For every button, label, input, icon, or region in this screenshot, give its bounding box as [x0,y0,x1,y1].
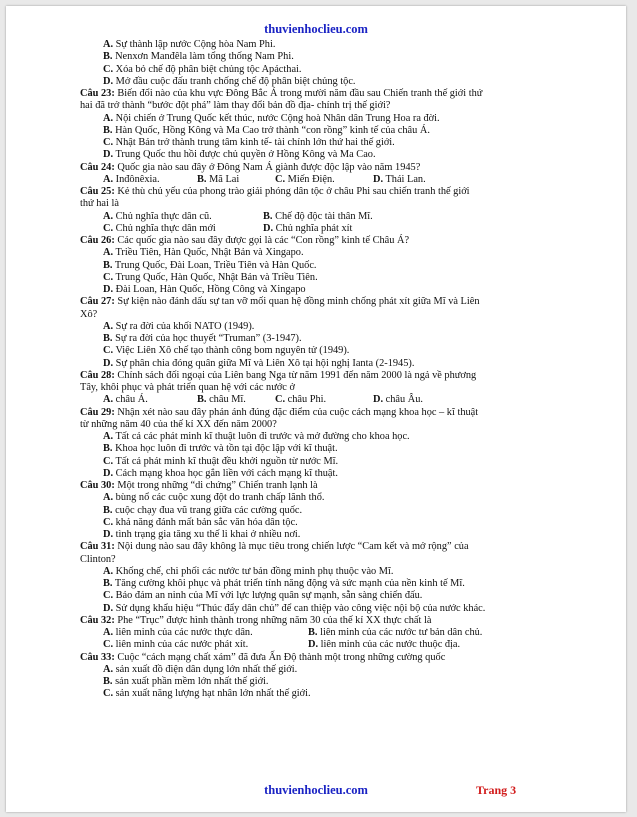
answer-option [80,113,580,125]
question-number: Câu 31: [80,541,115,553]
option-text: Tất cả phát minh kĩ thuật đều khởi nguồn từ nước Mĩ. [113,455,339,467]
option-letter: C. [103,271,114,283]
question-number: Câu 30: [80,480,115,491]
option-letter: C. [103,590,114,602]
answer-option [80,590,580,602]
option-text: Trung Quốc, Đài Loan, Triều Tiên và Hàn Quốc. [112,259,317,271]
option-letter: C. [103,222,114,234]
option-letter: A. [103,492,114,504]
option-text: châu Phi. [285,394,327,406]
option-text: Việc Liên Xô chế tạo thành công bom nguyên tử (1949). [113,345,350,357]
option-text: Thái Lan. [383,173,426,185]
option-text: liên minh của các nước thực dân. [113,627,253,638]
option-letter: C. [275,173,286,185]
question-number: Câu 33: [80,651,115,663]
option-letter: D. [103,602,114,614]
answer-option [80,321,580,333]
answer-option [103,639,308,651]
question-text: Chính sách đối ngoại của Liên bang Nga từ năm 1991 đến năm 2000 là ngả về phương [114,369,477,381]
answer-option [103,223,263,235]
question-line [80,615,580,627]
answer-option [80,578,580,590]
answer-option [80,456,580,468]
option-letter: A. [103,320,114,332]
option-letter: D. [103,467,114,479]
option-text: Nhật Bản trở thành trung tâm kinh tế- tài chính lớn thứ hai thế giới. [113,137,395,148]
option-letter: B. [197,173,207,185]
answer-option [80,345,580,357]
option-text: sản xuất phần mềm lớn nhất thế giới. [112,676,269,687]
option-text: Chủ nghĩa phát xít [273,222,353,234]
option-letter: C. [103,345,114,357]
question-line [80,370,580,382]
question-text-continued: thứ hai là [80,198,119,210]
option-text: tình trạng gia tăng xu thế li khai ở nhiều nơi. [113,529,301,540]
option-text: Tất cả các phát minh kĩ thuật luôn đi trước và mở đường cho khoa học. [113,431,410,442]
option-text: liên minh của các nước thuộc địa. [318,639,461,651]
answer-option [80,260,580,272]
option-text: Cách mạng khoa học gắn liền với cách mạng kĩ thuật. [113,467,338,479]
question-line [80,480,580,492]
answer-option [80,443,580,455]
option-letter: D. [103,149,114,161]
question-number: Câu 29: [80,406,115,418]
question-text: Nhận xét nào sau đây phản ánh đúng đặc điểm của cuộc cách mạng khoa học – kĩ thuật [114,406,479,418]
question-line [80,296,580,308]
answer-option [197,174,275,186]
option-letter: D. [373,394,384,406]
option-letter: B. [263,210,273,222]
option-text: sản xuất đồ điện dân dụng lớn nhất thế giới. [113,663,298,675]
page-number: Trang 3 [476,783,517,797]
question-text: Cuộc “cách mạng chất xám” đã đưa Ấn Độ thành một trong những cường quốc [114,651,446,663]
question-number: Câu 28: [80,369,115,381]
question-line [80,652,580,664]
question-number: Câu 27: [80,296,115,308]
option-text: Nenxơn Manđêla làm tổng thống Nam Phi. [112,51,294,63]
option-letter: A. [103,247,114,259]
option-text: châu Mĩ. [206,394,246,406]
option-letter: D. [263,222,274,234]
answer-option [263,223,352,235]
option-text: châu Âu. [383,394,423,406]
option-text: Sự thành lập nước Cộng hòa Nam Phi. [113,39,276,50]
option-letter: B. [103,124,113,136]
option-letter: C. [103,63,114,75]
option-text: Trung Quốc, Hàn Quốc, Nhật Bản và Triều Tiên. [113,271,318,283]
question-text: Các quốc gia nào sau đây được gọi là các “Con rồng” kinh tế Châu Á? [114,235,410,246]
option-text: Inđônêxia. [113,173,160,185]
option-letter: A. [103,210,114,222]
answer-option [275,394,373,406]
question-text-continued: Xô? [80,308,98,320]
answer-option [80,284,580,296]
answer-option [80,431,580,443]
option-letter: B. [103,259,113,271]
answer-option-row [80,211,580,223]
question-text: Kẻ thù chủ yếu của phong trào giải phóng dân tộc ở châu Phi sau chiến tranh thế giới [114,186,470,197]
question-number: Câu 24: [80,161,115,173]
question-text-continued: hai đã trở thành “bước đột phá” làm thay đổi bản đồ địa- chính trị thế giới? [80,100,391,112]
answer-option [80,247,580,259]
option-letter: A. [103,431,114,442]
option-text: Xóa bỏ chế độ phân biệt chủng tộc Apácthai. [113,63,302,75]
answer-option [80,676,580,688]
question-number: Câu 32: [80,614,115,626]
question-text: Nội dung nào sau đây không là mục tiêu trong chiến lược “Cam kết và mở rộng” của [114,541,469,553]
answer-option [80,492,580,504]
option-text: Sự ra đời của học thuyết “Truman” (3-1947). [112,333,302,344]
answer-option-row [80,223,580,235]
option-letter: D. [373,173,384,185]
answer-option [308,627,482,639]
question-line [80,186,580,198]
option-text: Triều Tiên, Hàn Quốc, Nhật Bản và Xingapo. [113,247,304,259]
answer-option [103,211,263,223]
answer-option [80,149,580,161]
option-letter: C. [103,516,114,528]
site-header[interactable]: thuvienhoclieu.com [264,22,368,36]
answer-option [197,394,275,406]
option-text: Hàn Quốc, Hồng Kông và Ma Cao trở thành “con rồng” kinh tế của châu Á. [112,124,430,136]
answer-option [103,627,308,639]
question-text: Biến đổi nào của khu vực Đông Bắc Á trong mười năm đầu sau Chiến tranh thế giới thứ [114,88,483,99]
answer-option [80,39,580,51]
question-text-continued: từ những năm 40 của thế kỉ XX đến năm 2000? [80,418,277,430]
option-letter: D. [103,357,114,369]
question-number: Câu 25: [80,186,115,197]
question-line [80,541,580,553]
option-text: Tăng cường khôi phục và phát triển tính năng động và sức mạnh của nền kinh tế Mĩ. [112,578,465,589]
option-text: Chủ nghĩa thực dân mới [113,222,216,234]
answer-option [80,358,580,370]
answer-option [80,76,580,88]
option-text: Bảo đảm an ninh của Mĩ với lực lượng quân sự mạnh, sẵn sàng chiến đấu. [113,590,423,602]
question-line [80,162,580,174]
answer-option [80,468,580,480]
answer-option [373,394,423,406]
option-text: Mở đầu cuộc đấu tranh chống chế độ phân biệt chủng tộc. [113,75,356,87]
answer-option-row [80,394,580,406]
option-text: Khoa học luôn đi trước và tồn tại độc lập với kĩ thuật. [112,443,338,455]
answer-option [80,333,580,345]
answer-option [80,566,580,578]
answer-option [80,137,580,149]
option-text: Chủ nghĩa thực dân cũ. [113,210,212,222]
option-letter: D. [103,529,114,540]
answer-option [80,272,580,284]
answer-option [103,394,197,406]
question-text-continued: Clinton? [80,553,116,565]
option-letter: B. [103,504,113,516]
option-letter: A. [103,565,114,577]
answer-option [80,529,580,541]
question-line [80,235,580,247]
answer-option [275,174,373,186]
option-letter: B. [103,51,113,63]
question-number: Câu 26: [80,235,115,246]
option-letter: A. [103,663,114,675]
answer-option [80,64,580,76]
question-text: Phe “Trục” được hình thành trong những năm 30 của thế kỉ XX thực chất là [114,614,432,626]
footer-site[interactable]: thuvienhoclieu.com [264,783,368,797]
document-page [6,6,626,812]
option-text: Đài Loan, Hàn Quốc, Hồng Công và Xingapo [113,284,306,295]
option-letter: B. [103,333,113,344]
question-list [80,39,580,701]
option-text: Sự phân chia đóng quân giữa Mĩ và Liên Xô tại hội nghị Ianta (2-1945). [113,357,415,369]
answer-option-row [80,639,580,651]
answer-option [80,125,580,137]
option-text: Nội chiến ở Trung Quốc kết thúc, nước Cộng hoà Nhân dân Trung Hoa ra đời. [113,112,440,124]
option-letter: B. [103,443,113,455]
option-letter: C. [103,137,114,148]
answer-option [308,639,460,651]
answer-option-row [80,174,580,186]
question-line [80,407,580,419]
question-text: Sự kiện nào đánh dấu sự tan vỡ mối quan hệ đồng minh chống phát xít giữa Mĩ và Liên [114,296,480,308]
answer-option [80,505,580,517]
option-letter: B. [103,578,113,589]
option-letter: B. [308,627,318,638]
option-letter: B. [103,676,113,687]
option-letter: A. [103,112,114,124]
option-text: Khống chế, chi phối các nước tư bản đồng minh phụ thuộc vào Mĩ. [113,565,394,577]
answer-option [80,517,580,529]
option-text: châu Á. [113,394,148,406]
option-text: cuộc chạy đua vũ trang giữa các cường quốc. [112,504,303,516]
option-letter: A. [103,173,114,185]
question-line [80,88,580,100]
option-letter: B. [197,394,207,406]
option-text: Sử dụng khẩu hiệu “Thúc đẩy dân chủ” để can thiệp vào công việc nội bộ của nước khác. [113,602,486,614]
answer-option [80,664,580,676]
option-letter: D. [308,639,319,651]
option-letter: C. [275,394,286,406]
answer-option-row [80,627,580,639]
option-letter: C. [103,688,114,700]
answer-option [80,51,580,63]
option-text: khả năng đánh mất bản sắc văn hóa dân tộc. [113,516,298,528]
answer-option [80,688,580,700]
question-text: Quốc gia nào sau đây ở Đông Nam Á giành được độc lập vào năm 1945? [114,161,421,173]
option-letter: A. [103,39,114,50]
option-text: Sự ra đời của khối NATO (1949). [113,320,255,332]
option-letter: C. [103,455,114,467]
option-text: Trung Quốc thu hồi được chủ quyền ở Hồng Kông và Ma Cao. [113,149,376,161]
answer-option [373,174,426,186]
option-text: bùng nổ các cuộc xung đột do tranh chấp lãnh thổ. [113,492,325,504]
option-text: liên minh của các nước tư bản dân chủ. [317,627,483,638]
option-text: liên minh của các nước phát xít. [113,639,249,651]
option-letter: D. [103,75,114,87]
option-text: sản xuất năng lượng hạt nhân lớn nhất thế giới. [113,688,311,700]
option-text: Mã Lai [206,173,240,185]
option-letter: C. [103,639,114,651]
question-text: Một trong những “di chứng” Chiến tranh lạnh là [114,480,318,491]
question-text-continued: Tây, khôi phục và phát triển quan hệ với các nước ở [80,382,295,393]
answer-option [263,211,373,223]
question-number: Câu 23: [80,88,115,99]
option-text: Miến Điện. [285,173,335,185]
option-letter: A. [103,627,114,638]
answer-option [103,174,197,186]
option-letter: A. [103,394,114,406]
answer-option [80,603,580,615]
option-letter: D. [103,284,114,295]
option-text: Chế độ độc tài thân Mĩ. [272,210,373,222]
